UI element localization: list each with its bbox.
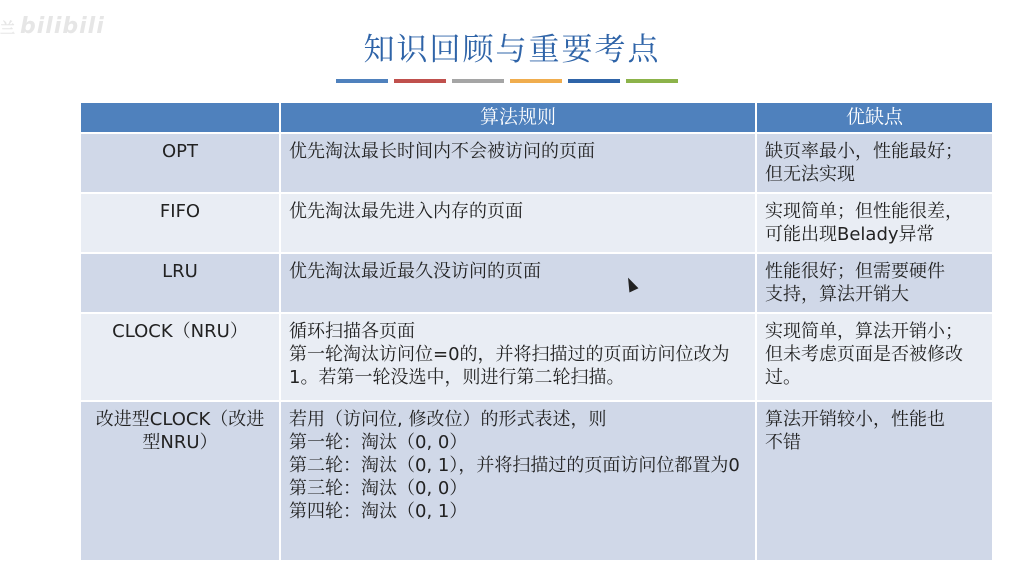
title-color-bars: [336, 79, 684, 83]
algorithm-rule: [280, 253, 756, 313]
color-bar: [510, 79, 562, 83]
table-header-row: [80, 102, 993, 133]
rule-line: 循环扫描各页面: [289, 321, 415, 342]
rule-line: 第一轮淘汰访问位=0的，并将扫描过的页面访问位改为1。若第一轮没选中，则进行第二轮扫描。: [289, 344, 730, 388]
header-rule-cell: 算法规则: [280, 102, 756, 133]
algorithm-rule: [280, 193, 756, 253]
color-bar: [452, 79, 504, 83]
algorithm-pros-cons: [756, 313, 993, 401]
header-pros-cons-cell: 优缺点: [756, 102, 993, 133]
pros-line: 可能出现Belady异常: [765, 224, 935, 245]
table-row: [80, 401, 993, 561]
pros-line: 支持，算法开销大: [765, 284, 909, 305]
pros-line: 缺页率最小，性能最好；: [765, 141, 963, 162]
algorithm-comparison-table: [79, 101, 994, 562]
color-bar: [394, 79, 446, 83]
rule-line: 第四轮：淘汰（0, 1）: [289, 501, 468, 522]
algorithm-rule: [280, 313, 756, 401]
table-row: [80, 193, 993, 253]
algorithm-name: OPT: [80, 133, 280, 193]
rule-line: 第三轮：淘汰（0, 0）: [289, 478, 468, 499]
pros-line: 但无法实现: [765, 164, 855, 185]
rule-line: 第一轮：淘汰（0, 0）: [289, 432, 468, 453]
pros-line: 实现简单；但性能很差，: [765, 201, 963, 222]
rule-line: 优先淘汰最长时间内不会被访问的页面: [289, 141, 595, 162]
color-bar: [568, 79, 620, 83]
algorithm-name: LRU: [80, 253, 280, 313]
rule-line: 优先淘汰最近最久没访问的页面: [289, 261, 541, 282]
rule-line: 优先淘汰最先进入内存的页面: [289, 201, 523, 222]
algorithm-rule: [280, 401, 756, 561]
pros-line: 但未考虑页面是否被修改过。: [765, 344, 963, 388]
rule-line: 第二轮：淘汰（0, 1），并将扫描过的页面访问位都置为0: [289, 455, 740, 476]
algorithm-rule: [280, 133, 756, 193]
watermark-text: 兰: [0, 19, 17, 37]
pros-line: 实现简单，算法开销小；: [765, 321, 963, 342]
bilibili-logo: bilibili: [20, 14, 105, 39]
pros-line: 算法开销较小，性能也: [765, 409, 945, 430]
slide-title: 知识回顾与重要考点: [363, 32, 661, 68]
table-row: [80, 133, 993, 193]
rule-line: 若用（访问位, 修改位）的形式表述，则: [289, 409, 607, 430]
algorithm-name: CLOCK（NRU）: [80, 313, 280, 401]
algorithm-name: FIFO: [80, 193, 280, 253]
algorithm-pros-cons: [756, 193, 993, 253]
table-row: [80, 253, 993, 313]
table-row: [80, 313, 993, 401]
pros-line: 不错: [765, 432, 801, 453]
color-bar: [336, 79, 388, 83]
pros-line: 性能很好；但需要硬件: [765, 261, 945, 282]
color-bar: [626, 79, 678, 83]
header-name-cell: [80, 102, 280, 133]
algorithm-name: 改进型CLOCK（改进型NRU）: [80, 401, 280, 561]
algorithm-pros-cons: [756, 133, 993, 193]
algorithm-pros-cons: [756, 401, 993, 561]
algorithm-pros-cons: [756, 253, 993, 313]
